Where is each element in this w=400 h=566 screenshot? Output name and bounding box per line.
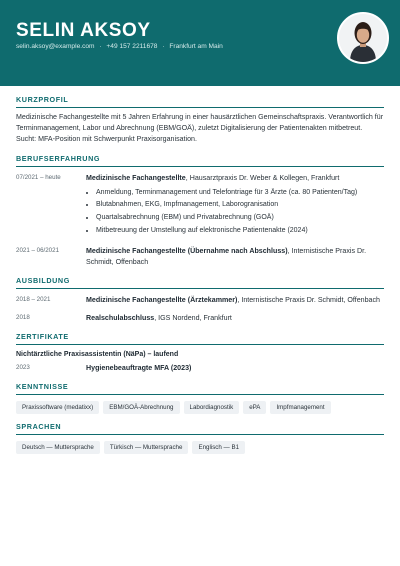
languages-section (16, 422, 384, 454)
entry-body (86, 363, 384, 374)
section-title-education: AUSBILDUNG (16, 276, 384, 289)
contact-line (16, 43, 223, 50)
language-chip: Deutsch — Muttersprache (16, 441, 100, 454)
experience-entry (16, 246, 384, 268)
entry-date: 07/2021 – heute (16, 173, 61, 181)
skills-chips (16, 401, 384, 414)
entry-comma: , (287, 246, 292, 255)
experience-section (16, 154, 384, 268)
entry-comma: , (154, 313, 159, 322)
contact-separator: · (162, 43, 165, 50)
bullet-item: • Quartalsabrechnung (EBM) und Privatabrechnung (GOÄ) (96, 212, 384, 225)
language-chip: Türkisch — Muttersprache (104, 441, 189, 454)
resume-content (16, 86, 384, 454)
certificate-label: Hygienebeauftragte MFA (2023) (86, 363, 192, 372)
contact-separator: · (99, 43, 102, 50)
entry-date: 2018 – 2021 (16, 295, 51, 303)
language-chips (16, 441, 384, 454)
entry-org: IGS Nordend, Frankfurt (158, 313, 232, 322)
skills-section (16, 382, 384, 414)
skill-chip: ePA (243, 401, 266, 414)
language-chip: Englisch — B1 (192, 441, 245, 454)
entry-date: 2018 (16, 313, 30, 321)
skill-chip: Impfmanagement (270, 401, 330, 414)
entry-body (86, 313, 384, 324)
contact-location: Frankfurt am Main (169, 43, 223, 50)
experience-entry (16, 173, 384, 238)
bullet-item: • Mitbetreuung der Umstellung auf elektronische Patientenakte (2024) (96, 225, 384, 238)
skill-chip: Labordiagnostik (184, 401, 240, 414)
entry-bullets (86, 187, 384, 238)
bullet-item: • Blutabnahmen, EKG, Impfmanagement, Laborogranisation (96, 199, 384, 212)
header-band (0, 0, 400, 86)
portrait-icon (339, 14, 387, 62)
entry-comma: , (237, 295, 242, 304)
entry-org: Internistische Praxis Dr. Schmidt, Offenbach (241, 295, 380, 304)
profile-section (16, 95, 384, 146)
profile-text: Medizinische Fachangestellte mit 5 Jahren Erfahrung in einer hausärztlichen Gemeinschaftspraxis. Verantwortlich für Terminmanagement, Labor und Abrechnung (EBM/GOÄ), zuletzt Digitalisierung der Patientenakten mitbetreut. Sucht: MFA-Position mit Schwerpunkt Praxisorganisation. (16, 113, 384, 144)
entry-body (86, 246, 384, 268)
certificate-entry (16, 363, 384, 374)
profile-photo (337, 12, 389, 64)
entry-role: Medizinische Fachangestellte (86, 173, 186, 182)
entry-role: Realschulabschluss (86, 313, 155, 322)
section-title-languages: SPRACHEN (16, 422, 384, 435)
entry-org: Internistische Praxis Dr. Schmidt, Offenbach (86, 246, 367, 266)
contact-email: selin.aksoy@example.com (16, 43, 95, 50)
candidate-name: SELIN AKSOY (16, 20, 151, 41)
section-title-skills: KENNTNISSE (16, 382, 384, 395)
entry-body (86, 173, 384, 238)
entry-comma: , (185, 173, 190, 182)
education-entry (16, 295, 384, 306)
entry-org: Hausarztpraxis Dr. Weber & Kollegen, Frankfurt (189, 173, 340, 182)
section-title-certificates: ZERTIFIKATE (16, 332, 384, 345)
section-title-experience: BERUFSERFAHRUNG (16, 154, 384, 167)
entry-date: 2023 (16, 363, 30, 371)
entry-date: 2021 – 06/2021 (16, 246, 60, 254)
entry-role: Medizinische Fachangestellte (Übernahme nach Abschluss) (86, 246, 288, 255)
skill-chip: Praxissoftware (medatixx) (16, 401, 99, 414)
bullet-item: • Anmeldung, Terminmanagement und Telefontriage für 3 Ärzte (ca. 80 Patienten/Tag) (96, 187, 384, 200)
certificates-section (16, 332, 384, 374)
education-entry (16, 313, 384, 324)
skill-chip: EBM/GOÄ-Abrechnung (103, 401, 179, 414)
section-title-profile: KURZPROFIL (16, 95, 384, 108)
certificate-main: Nichtärztliche Praxisassistentin (NäPa) – laufend (16, 350, 179, 358)
education-section (16, 276, 384, 324)
contact-phone: +49 157 2211678 (106, 43, 158, 50)
entry-role: Medizinische Fachangestellte (Ärztekammer) (86, 295, 238, 304)
entry-body (86, 295, 384, 306)
